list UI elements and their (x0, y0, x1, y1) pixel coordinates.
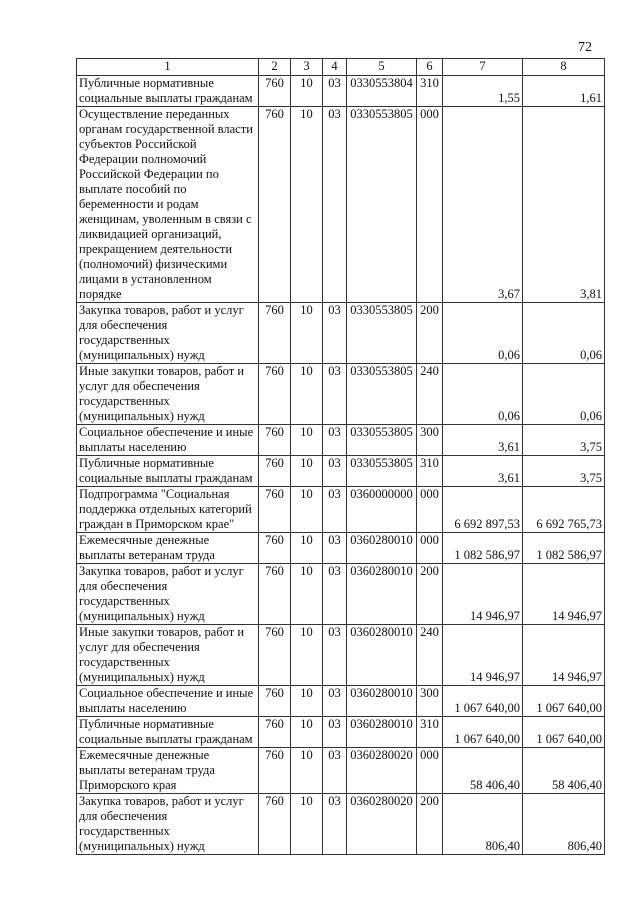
amount-cell: 1 082 586,97 (523, 533, 605, 564)
code-cell: 760 (259, 76, 291, 107)
table-row (77, 686, 605, 717)
row-name: Подпрограмма "Социальная поддержка отдельных категорий граждан в Приморском крае" (77, 487, 259, 533)
code-cell: 10 (291, 794, 323, 855)
page-number: 72 (578, 40, 592, 55)
table-row (77, 564, 605, 625)
amount-cell: 3,61 (443, 456, 523, 487)
code-cell: 10 (291, 303, 323, 364)
amount-cell: 58 406,40 (443, 748, 523, 794)
row-name: Закупка товаров, работ и услуг для обеспечения государственных (муниципальных) нужд (77, 794, 259, 855)
amount-cell: 1 067 640,00 (523, 686, 605, 717)
code-cell: 10 (291, 425, 323, 456)
column-header: 1 (77, 59, 259, 76)
code-cell: 10 (291, 717, 323, 748)
code-cell: 0330553804 (347, 76, 417, 107)
row-name: Социальное обеспечение и иные выплаты населению (77, 425, 259, 456)
code-cell: 10 (291, 487, 323, 533)
code-cell: 310 (417, 717, 443, 748)
code-cell: 760 (259, 303, 291, 364)
code-cell: 240 (417, 364, 443, 425)
table-row (77, 533, 605, 564)
code-cell: 300 (417, 425, 443, 456)
row-name: Осуществление переданных органам государственной власти субъектов Российской Федерации полномочий Российской Федерации по выплате пособий по беременности и родам женщинам, уволенным в связи с ликвидацией организаций, прекращением деятельности (полномочий) физическими лицами в установленном порядке (77, 107, 259, 303)
code-cell: 03 (323, 487, 347, 533)
table-row (77, 794, 605, 855)
amount-cell: 6 692 897,53 (443, 487, 523, 533)
code-cell: 000 (417, 487, 443, 533)
row-name: Ежемесячные денежные выплаты ветеранам труда Приморского края (77, 748, 259, 794)
code-cell: 10 (291, 76, 323, 107)
code-cell: 10 (291, 533, 323, 564)
code-cell: 03 (323, 364, 347, 425)
code-cell: 03 (323, 625, 347, 686)
column-header: 5 (347, 59, 417, 76)
amount-cell: 58 406,40 (523, 748, 605, 794)
code-cell: 760 (259, 794, 291, 855)
row-name: Иные закупки товаров, работ и услуг для обеспечения государственных (муниципальных) нужд (77, 364, 259, 425)
code-cell: 0360280010 (347, 717, 417, 748)
code-cell: 10 (291, 564, 323, 625)
code-cell: 200 (417, 564, 443, 625)
code-cell: 0360280010 (347, 564, 417, 625)
header-row (77, 59, 605, 76)
code-cell: 03 (323, 794, 347, 855)
amount-cell: 806,40 (443, 794, 523, 855)
row-name: Публичные нормативные социальные выплаты гражданам (77, 76, 259, 107)
table-row (77, 625, 605, 686)
amount-cell: 14 946,97 (443, 564, 523, 625)
code-cell: 200 (417, 794, 443, 855)
code-cell: 760 (259, 107, 291, 303)
table-row (77, 717, 605, 748)
code-cell: 760 (259, 425, 291, 456)
column-header: 8 (523, 59, 605, 76)
amount-cell: 14 946,97 (443, 625, 523, 686)
code-cell: 760 (259, 364, 291, 425)
amount-cell: 0,06 (523, 364, 605, 425)
amount-cell: 1,61 (523, 76, 605, 107)
table-row (77, 303, 605, 364)
amount-cell: 6 692 765,73 (523, 487, 605, 533)
code-cell: 03 (323, 456, 347, 487)
amount-cell: 1,55 (443, 76, 523, 107)
code-cell: 0330553805 (347, 456, 417, 487)
row-name: Закупка товаров, работ и услуг для обеспечения государственных (муниципальных) нужд (77, 564, 259, 625)
code-cell: 000 (417, 533, 443, 564)
row-name: Публичные нормативные социальные выплаты гражданам (77, 456, 259, 487)
code-cell: 10 (291, 364, 323, 425)
code-cell: 760 (259, 487, 291, 533)
code-cell: 000 (417, 107, 443, 303)
code-cell: 0360280010 (347, 686, 417, 717)
code-cell: 760 (259, 686, 291, 717)
table-row (77, 748, 605, 794)
amount-cell: 3,67 (443, 107, 523, 303)
row-name: Социальное обеспечение и иные выплаты населению (77, 686, 259, 717)
amount-cell: 3,75 (523, 456, 605, 487)
code-cell: 760 (259, 564, 291, 625)
code-cell: 0360280020 (347, 794, 417, 855)
table-row (77, 487, 605, 533)
amount-cell: 3,75 (523, 425, 605, 456)
amount-cell: 0,06 (443, 303, 523, 364)
code-cell: 10 (291, 686, 323, 717)
code-cell: 200 (417, 303, 443, 364)
code-cell: 0330553805 (347, 107, 417, 303)
code-cell: 10 (291, 748, 323, 794)
code-cell: 03 (323, 564, 347, 625)
code-cell: 0330553805 (347, 303, 417, 364)
code-cell: 0360280020 (347, 748, 417, 794)
code-cell: 240 (417, 625, 443, 686)
amount-cell: 1 067 640,00 (443, 717, 523, 748)
table-row (77, 76, 605, 107)
code-cell: 300 (417, 686, 443, 717)
code-cell: 310 (417, 456, 443, 487)
amount-cell: 806,40 (523, 794, 605, 855)
code-cell: 03 (323, 533, 347, 564)
amount-cell: 3,61 (443, 425, 523, 456)
code-cell: 0330553805 (347, 425, 417, 456)
code-cell: 10 (291, 107, 323, 303)
row-name: Публичные нормативные социальные выплаты гражданам (77, 717, 259, 748)
budget-table (76, 58, 605, 855)
code-cell: 03 (323, 686, 347, 717)
code-cell: 760 (259, 717, 291, 748)
column-header: 6 (417, 59, 443, 76)
amount-cell: 14 946,97 (523, 564, 605, 625)
table-row (77, 425, 605, 456)
code-cell: 760 (259, 533, 291, 564)
row-name: Закупка товаров, работ и услуг для обеспечения государственных (муниципальных) нужд (77, 303, 259, 364)
amount-cell: 0,06 (443, 364, 523, 425)
code-cell: 310 (417, 76, 443, 107)
code-cell: 760 (259, 625, 291, 686)
amount-cell: 0,06 (523, 303, 605, 364)
code-cell: 0360280010 (347, 533, 417, 564)
amount-cell: 3,81 (523, 107, 605, 303)
code-cell: 0360000000 (347, 487, 417, 533)
row-name: Иные закупки товаров, работ и услуг для обеспечения государственных (муниципальных) нужд (77, 625, 259, 686)
table-row (77, 107, 605, 303)
code-cell: 760 (259, 748, 291, 794)
amount-cell: 1 067 640,00 (523, 717, 605, 748)
column-header: 2 (259, 59, 291, 76)
column-header: 7 (443, 59, 523, 76)
code-cell: 03 (323, 717, 347, 748)
table-row (77, 364, 605, 425)
amount-cell: 1 067 640,00 (443, 686, 523, 717)
code-cell: 10 (291, 625, 323, 686)
code-cell: 000 (417, 748, 443, 794)
amount-cell: 1 082 586,97 (443, 533, 523, 564)
code-cell: 0360280010 (347, 625, 417, 686)
code-cell: 03 (323, 303, 347, 364)
amount-cell: 14 946,97 (523, 625, 605, 686)
code-cell: 760 (259, 456, 291, 487)
code-cell: 03 (323, 425, 347, 456)
column-header: 4 (323, 59, 347, 76)
table-row (77, 456, 605, 487)
row-name: Ежемесячные денежные выплаты ветеранам труда (77, 533, 259, 564)
code-cell: 03 (323, 76, 347, 107)
code-cell: 10 (291, 456, 323, 487)
code-cell: 0330553805 (347, 364, 417, 425)
code-cell: 03 (323, 107, 347, 303)
code-cell: 03 (323, 748, 347, 794)
column-header: 3 (291, 59, 323, 76)
